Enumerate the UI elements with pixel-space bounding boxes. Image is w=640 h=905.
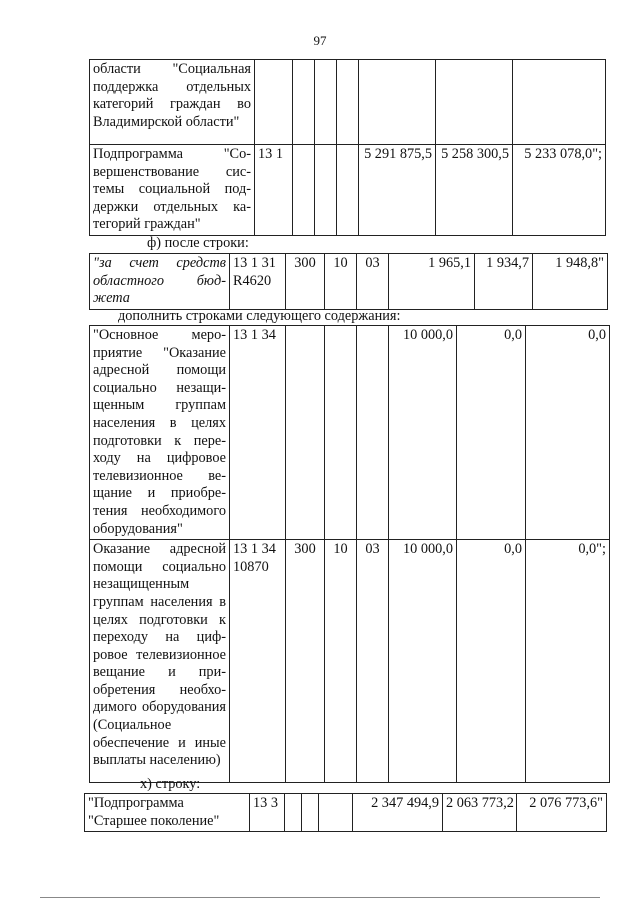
cell-amount-1: 10 000,0 bbox=[389, 540, 457, 783]
table-new-rows bbox=[89, 325, 610, 783]
cell-code: 13 1 34 10870 bbox=[230, 540, 286, 783]
cell-amount-2 bbox=[436, 60, 513, 145]
instruction-x: х) строку: bbox=[140, 776, 201, 792]
cell-v3: 03 bbox=[357, 540, 389, 783]
table-after-row bbox=[89, 253, 608, 310]
cell-v2: 10 bbox=[325, 254, 357, 310]
instruction-f: ф) после строки: bbox=[147, 235, 249, 251]
cell-v1: 300 bbox=[286, 254, 325, 310]
table-row-replace bbox=[84, 793, 607, 832]
cell-v1 bbox=[293, 60, 315, 145]
cell-code: 13 1 31 R4620 bbox=[230, 254, 286, 310]
row-description: "за счет средств областного бюджета bbox=[90, 254, 230, 310]
cell-code: 13 1 34 bbox=[230, 326, 286, 540]
cell-v2 bbox=[315, 60, 337, 145]
cell-v2 bbox=[302, 794, 319, 832]
cell-amount-2: 5 258 300,5 bbox=[436, 145, 513, 236]
cell-amount-2: 2 063 773,2 bbox=[443, 794, 517, 832]
cell-v3 bbox=[337, 145, 359, 236]
table-row bbox=[90, 254, 608, 310]
cell-amount-3: 0,0"; bbox=[526, 540, 610, 783]
cell-amount-3: 5 233 078,0"; bbox=[513, 145, 606, 236]
cell-amount-1: 1 965,1 bbox=[389, 254, 475, 310]
cell-v1 bbox=[293, 145, 315, 236]
cell-v3 bbox=[357, 326, 389, 540]
cell-v2 bbox=[325, 326, 357, 540]
cell-amount-2: 1 934,7 bbox=[475, 254, 533, 310]
cell-amount-1 bbox=[359, 60, 436, 145]
cell-v1 bbox=[286, 326, 325, 540]
cell-code: 13 1 bbox=[255, 145, 293, 236]
table-row bbox=[90, 145, 606, 236]
row-description: "Подпрограмма "Старшее поколение" bbox=[85, 794, 250, 832]
row-description: области "Социальная поддержка отдельных категорий граждан во Владимирской области" bbox=[90, 60, 255, 145]
table-row bbox=[90, 540, 610, 783]
row-description: Оказание адресной помощи социально незащищенным группам населения в целях подготовки к переходу на цифровое телевизионное вещание и приобретения необходимого оборудования (Социальное обеспечение и иные выплаты населению) bbox=[90, 540, 230, 783]
table-continuation bbox=[89, 59, 606, 236]
cell-amount-3: 1 948,8" bbox=[533, 254, 608, 310]
cell-amount-2: 0,0 bbox=[457, 326, 526, 540]
cell-v1: 300 bbox=[286, 540, 325, 783]
table-row bbox=[90, 60, 606, 145]
instruction-add-rows: дополнить строками следующего содержания: bbox=[118, 308, 401, 324]
page-bottom-rule bbox=[40, 897, 600, 898]
page-number: 97 bbox=[313, 33, 327, 48]
cell-v3 bbox=[337, 60, 359, 145]
cell-amount-3 bbox=[513, 60, 606, 145]
cell-amount-3: 0,0 bbox=[526, 326, 610, 540]
row-description: Подпрограмма "Совершенствование системы социальной поддержки отдельных категорий граждан" bbox=[90, 145, 255, 236]
cell-amount-1: 2 347 494,9 bbox=[353, 794, 443, 832]
cell-v1 bbox=[285, 794, 302, 832]
cell-code bbox=[255, 60, 293, 145]
cell-v2: 10 bbox=[325, 540, 357, 783]
cell-v3: 03 bbox=[357, 254, 389, 310]
cell-v2 bbox=[315, 145, 337, 236]
table-row bbox=[85, 794, 607, 832]
row-description: "Основное мероприятие "Оказание адресной помощи социально незащищенным группам населения в целях подготовки к переходу на цифровое телевизионное вещание и приобретения необходимого оборудования" bbox=[90, 326, 230, 540]
cell-v3 bbox=[319, 794, 353, 832]
table-row bbox=[90, 326, 610, 540]
cell-amount-1: 5 291 875,5 bbox=[359, 145, 436, 236]
cell-amount-1: 10 000,0 bbox=[389, 326, 457, 540]
cell-amount-3: 2 076 773,6" bbox=[517, 794, 607, 832]
cell-code: 13 3 bbox=[250, 794, 285, 832]
cell-amount-2: 0,0 bbox=[457, 540, 526, 783]
